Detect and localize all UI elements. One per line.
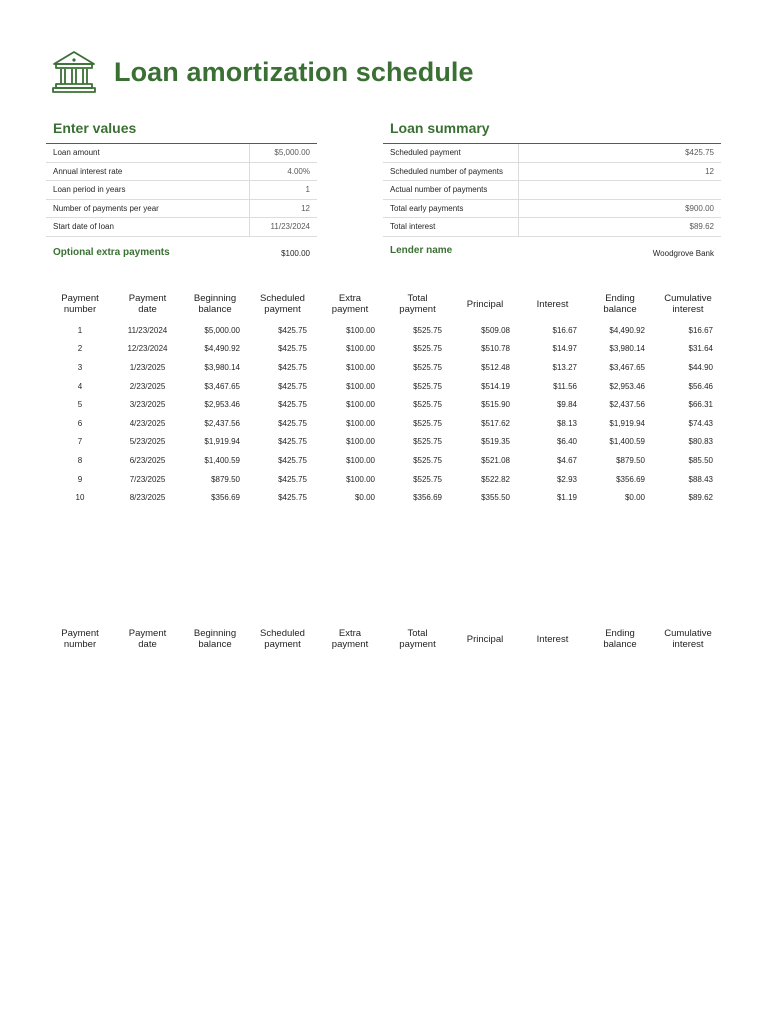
column-header-line: Cumulative xyxy=(664,628,712,639)
column-header-line: Total xyxy=(407,628,428,639)
cell-payment-date: 5/23/2025 xyxy=(129,437,166,447)
cell-extra-payment: $100.00 xyxy=(346,400,375,410)
column-header-line: Payment xyxy=(61,293,99,304)
cell-total-payment: $525.75 xyxy=(413,362,442,372)
loan-period-field[interactable]: 1 xyxy=(249,181,317,200)
scheduled-payment-label: Scheduled payment xyxy=(383,144,518,163)
interest-rate-field[interactable]: 4.00% xyxy=(249,162,317,181)
column-header-line: date xyxy=(138,639,157,650)
table-row xyxy=(46,451,722,470)
column-header-line: payment xyxy=(264,304,301,315)
cell-extra-payment: $100.00 xyxy=(346,344,375,354)
table-row xyxy=(46,488,722,507)
cell-ending-balance: $2,437.56 xyxy=(609,400,645,410)
column-header-line: Principal xyxy=(466,633,504,645)
cell-scheduled-payment: $425.75 xyxy=(278,400,307,410)
cell-beginning-balance: $5,000.00 xyxy=(204,325,240,335)
cell-scheduled-payment: $425.75 xyxy=(278,493,307,503)
cell-principal: $355.50 xyxy=(481,493,510,503)
cell-total-payment: $356.69 xyxy=(413,493,442,503)
cell-cumulative-interest: $88.43 xyxy=(688,474,713,484)
column-header-payment-date xyxy=(114,622,181,656)
cell-scheduled-payment: $425.75 xyxy=(278,362,307,372)
column-header-line: Beginning xyxy=(193,293,237,304)
title-row xyxy=(50,48,474,96)
column-header-line: payment xyxy=(399,304,436,315)
column-header-line: Total xyxy=(407,293,428,304)
column-header-line: balance xyxy=(198,639,232,650)
column-header-scheduled-payment xyxy=(249,287,316,321)
column-header-line: payment xyxy=(399,639,436,650)
column-header-line: payment xyxy=(331,304,369,315)
table-row xyxy=(46,340,722,359)
column-header-principal xyxy=(451,287,519,321)
cell-payment-number: 1 xyxy=(77,325,83,335)
column-header-ending-balance xyxy=(586,622,654,656)
actual-number-value xyxy=(518,181,721,200)
cell-beginning-balance: $3,980.14 xyxy=(204,362,240,372)
column-header-line: Beginning xyxy=(193,628,237,639)
cell-interest: $16.67 xyxy=(552,325,577,335)
column-header-beginning-balance xyxy=(181,287,249,321)
cell-beginning-balance: $2,953.46 xyxy=(204,400,240,410)
cell-extra-payment: $100.00 xyxy=(346,381,375,391)
cell-scheduled-payment: $425.75 xyxy=(278,474,307,484)
cell-beginning-balance: $1,400.59 xyxy=(204,455,240,465)
start-date-field[interactable]: 11/23/2024 xyxy=(249,218,317,237)
column-header-cumulative-interest xyxy=(654,622,722,656)
optional-extra-payments-field[interactable]: $100.00 xyxy=(281,249,310,258)
column-header-line: Scheduled xyxy=(260,293,305,304)
cell-ending-balance: $0.00 xyxy=(624,493,645,503)
column-header-line: Extra xyxy=(338,628,362,639)
cell-extra-payment: $100.00 xyxy=(346,437,375,447)
cell-payment-number: 8 xyxy=(77,455,83,465)
column-header-line: payment xyxy=(264,639,301,650)
cell-principal: $512.48 xyxy=(481,362,510,372)
loan-period-label: Loan period in years xyxy=(46,181,249,200)
total-interest-label: Total interest xyxy=(383,218,518,237)
cell-beginning-balance: $3,467.65 xyxy=(204,381,240,391)
cell-scheduled-payment: $425.75 xyxy=(278,344,307,354)
cell-interest: $8.13 xyxy=(556,418,577,428)
cell-interest: $4.67 xyxy=(556,455,577,465)
cell-beginning-balance: $2,437.56 xyxy=(204,418,240,428)
column-header-payment-date xyxy=(114,287,181,321)
cell-scheduled-payment: $425.75 xyxy=(278,381,307,391)
cell-principal: $510.78 xyxy=(481,344,510,354)
page-title: Loan amortization schedule xyxy=(114,56,474,87)
column-header-scheduled-payment xyxy=(249,622,316,656)
column-header-cumulative-interest xyxy=(654,287,722,321)
table-row xyxy=(383,218,721,237)
cell-payment-number: 9 xyxy=(77,474,83,484)
column-header-interest xyxy=(519,622,586,656)
cell-payment-date: 6/23/2025 xyxy=(129,455,166,465)
start-date-label: Start date of loan xyxy=(46,218,249,237)
cell-total-payment: $525.75 xyxy=(413,400,442,410)
total-interest-value: $89.62 xyxy=(518,218,721,237)
cell-ending-balance: $1,919.94 xyxy=(609,418,645,428)
cell-interest: $13.27 xyxy=(552,362,577,372)
cell-payment-date: 3/23/2025 xyxy=(129,400,166,410)
optional-extra-payments-label: Optional extra payments xyxy=(53,247,170,258)
column-header-principal xyxy=(451,622,519,656)
cell-total-payment: $525.75 xyxy=(413,325,442,335)
table-row xyxy=(383,181,721,200)
cell-extra-payment: $100.00 xyxy=(346,455,375,465)
cell-total-payment: $525.75 xyxy=(413,418,442,428)
cell-beginning-balance: $4,490.92 xyxy=(204,344,240,354)
column-header-line: Cumulative xyxy=(664,293,712,304)
cell-cumulative-interest: $74.43 xyxy=(688,418,713,428)
column-header-payment-number xyxy=(46,622,114,656)
payments-per-year-label: Number of payments per year xyxy=(46,199,249,218)
cell-payment-date: 11/23/2024 xyxy=(127,325,168,335)
bank-icon xyxy=(50,49,98,95)
cell-payment-number: 10 xyxy=(75,493,85,503)
amortization-schedule-table xyxy=(46,287,722,507)
cell-principal: $517.62 xyxy=(481,418,510,428)
cell-interest: $9.84 xyxy=(556,400,577,410)
column-header-line: balance xyxy=(603,639,637,650)
column-header-payment-number xyxy=(46,287,114,321)
column-header-beginning-balance xyxy=(181,622,249,656)
cell-interest: $1.19 xyxy=(556,493,577,503)
lender-name-field[interactable]: Woodgrove Bank xyxy=(652,249,714,258)
cell-scheduled-payment: $425.75 xyxy=(278,418,307,428)
column-header-line: Ending xyxy=(605,293,635,304)
column-header-line: interest xyxy=(672,304,704,315)
cell-cumulative-interest: $16.67 xyxy=(688,325,713,335)
scheduled-number-label: Scheduled number of payments xyxy=(383,162,518,181)
cell-payment-number: 7 xyxy=(77,437,83,447)
cell-payment-number: 2 xyxy=(77,344,83,354)
column-header-line: Payment xyxy=(61,628,99,639)
cell-principal: $519.35 xyxy=(481,437,510,447)
cell-cumulative-interest: $89.62 xyxy=(688,493,713,503)
loan-amount-label: Loan amount xyxy=(46,144,249,163)
cell-total-payment: $525.75 xyxy=(413,474,442,484)
column-header-line: Payment xyxy=(128,628,167,639)
column-header-extra-payment xyxy=(316,622,384,656)
cell-ending-balance: $1,400.59 xyxy=(609,437,645,447)
cell-extra-payment: $100.00 xyxy=(346,325,375,335)
table-row xyxy=(46,144,317,163)
cell-cumulative-interest: $66.31 xyxy=(688,400,713,410)
loan-summary-table xyxy=(383,143,721,237)
cell-extra-payment: $100.00 xyxy=(346,474,375,484)
total-early-payments-label: Total early payments xyxy=(383,199,518,218)
column-header-line: number xyxy=(63,639,97,650)
total-early-payments-value: $900.00 xyxy=(518,199,721,218)
table-row xyxy=(46,433,722,452)
cell-payment-number: 3 xyxy=(77,362,83,372)
cell-total-payment: $525.75 xyxy=(413,437,442,447)
column-header-line: Interest xyxy=(536,633,569,645)
cell-total-payment: $525.75 xyxy=(413,344,442,354)
column-header-line: balance xyxy=(198,304,232,315)
lender-name-label: Lender name xyxy=(390,245,453,256)
table-row xyxy=(46,218,317,237)
column-header-line: number xyxy=(63,304,97,315)
column-header-line: Extra xyxy=(338,293,362,304)
cell-ending-balance: $3,467.65 xyxy=(609,362,645,372)
loan-amount-field[interactable]: $5,000.00 xyxy=(249,144,317,163)
table-row xyxy=(46,162,317,181)
cell-payment-date: 2/23/2025 xyxy=(129,381,166,391)
cell-total-payment: $525.75 xyxy=(413,455,442,465)
cell-cumulative-interest: $44.90 xyxy=(688,362,713,372)
cell-interest: $2.93 xyxy=(556,474,577,484)
cell-ending-balance: $4,490.92 xyxy=(609,325,645,335)
cell-ending-balance: $879.50 xyxy=(616,455,645,465)
column-header-ending-balance xyxy=(586,287,654,321)
cell-payment-date: 8/23/2025 xyxy=(129,493,166,503)
cell-scheduled-payment: $425.75 xyxy=(278,325,307,335)
table-row xyxy=(46,377,722,396)
table-row xyxy=(383,162,721,181)
payments-per-year-field[interactable]: 12 xyxy=(249,199,317,218)
cell-payment-number: 4 xyxy=(77,381,83,391)
cell-interest: $11.56 xyxy=(553,381,577,391)
interest-rate-label: Annual interest rate xyxy=(46,162,249,181)
column-header-line: interest xyxy=(672,639,704,650)
schedule-header-repeat xyxy=(46,622,722,656)
cell-principal: $515.90 xyxy=(481,400,510,410)
column-header-line: payment xyxy=(331,639,369,650)
cell-beginning-balance: $1,919.94 xyxy=(204,437,240,447)
table-row xyxy=(46,181,317,200)
cell-ending-balance: $356.69 xyxy=(616,474,645,484)
scheduled-number-value: 12 xyxy=(518,162,721,181)
cell-extra-payment: $0.00 xyxy=(354,493,375,503)
enter-values-table xyxy=(46,143,317,237)
cell-extra-payment: $100.00 xyxy=(346,362,375,372)
table-row xyxy=(46,414,722,433)
table-row xyxy=(46,199,317,218)
column-header-line: balance xyxy=(603,304,637,315)
schedule-header-row xyxy=(46,622,722,656)
column-header-line: Ending xyxy=(605,628,635,639)
column-header-total-payment xyxy=(384,622,451,656)
column-header-line: Payment xyxy=(128,293,167,304)
cell-payment-date: 7/23/2025 xyxy=(129,474,166,484)
cell-ending-balance: $3,980.14 xyxy=(609,344,645,354)
cell-ending-balance: $2,953.46 xyxy=(609,381,645,391)
table-row xyxy=(383,144,721,163)
cell-cumulative-interest: $56.46 xyxy=(688,381,713,391)
cell-beginning-balance: $356.69 xyxy=(211,493,240,503)
column-header-line: Interest xyxy=(536,298,569,310)
column-header-line: date xyxy=(138,304,157,315)
cell-principal: $522.82 xyxy=(481,474,510,484)
cell-scheduled-payment: $425.75 xyxy=(278,455,307,465)
cell-cumulative-interest: $80.83 xyxy=(688,437,713,447)
enter-values-heading: Enter values xyxy=(53,120,137,136)
column-header-extra-payment xyxy=(316,287,384,321)
cell-interest: $14.97 xyxy=(552,344,577,354)
column-header-total-payment xyxy=(384,287,451,321)
cell-payment-date: 4/23/2025 xyxy=(129,418,166,428)
table-row xyxy=(46,358,722,377)
cell-interest: $6.40 xyxy=(556,437,577,447)
scheduled-payment-value: $425.75 xyxy=(518,144,721,163)
cell-cumulative-interest: $85.50 xyxy=(688,455,713,465)
cell-payment-number: 6 xyxy=(77,418,83,428)
table-row xyxy=(46,395,722,414)
actual-number-label: Actual number of payments xyxy=(383,181,518,200)
cell-principal: $514.19 xyxy=(481,381,510,391)
cell-payment-date: 12/23/2024 xyxy=(127,344,168,354)
column-header-line: Scheduled xyxy=(260,628,305,639)
table-row xyxy=(46,321,722,340)
cell-scheduled-payment: $425.75 xyxy=(278,437,307,447)
schedule-header-row xyxy=(46,287,722,321)
cell-beginning-balance: $879.50 xyxy=(211,474,240,484)
cell-extra-payment: $100.00 xyxy=(346,418,375,428)
cell-principal: $521.08 xyxy=(481,455,510,465)
table-row xyxy=(46,470,722,489)
cell-total-payment: $525.75 xyxy=(413,381,442,391)
cell-cumulative-interest: $31.64 xyxy=(688,344,713,354)
cell-payment-date: 1/23/2025 xyxy=(129,362,166,372)
column-header-interest xyxy=(519,287,586,321)
column-header-line: Principal xyxy=(466,298,504,310)
loan-summary-heading: Loan summary xyxy=(390,120,490,136)
cell-principal: $509.08 xyxy=(481,325,510,335)
table-row xyxy=(383,199,721,218)
cell-payment-number: 5 xyxy=(77,400,83,410)
